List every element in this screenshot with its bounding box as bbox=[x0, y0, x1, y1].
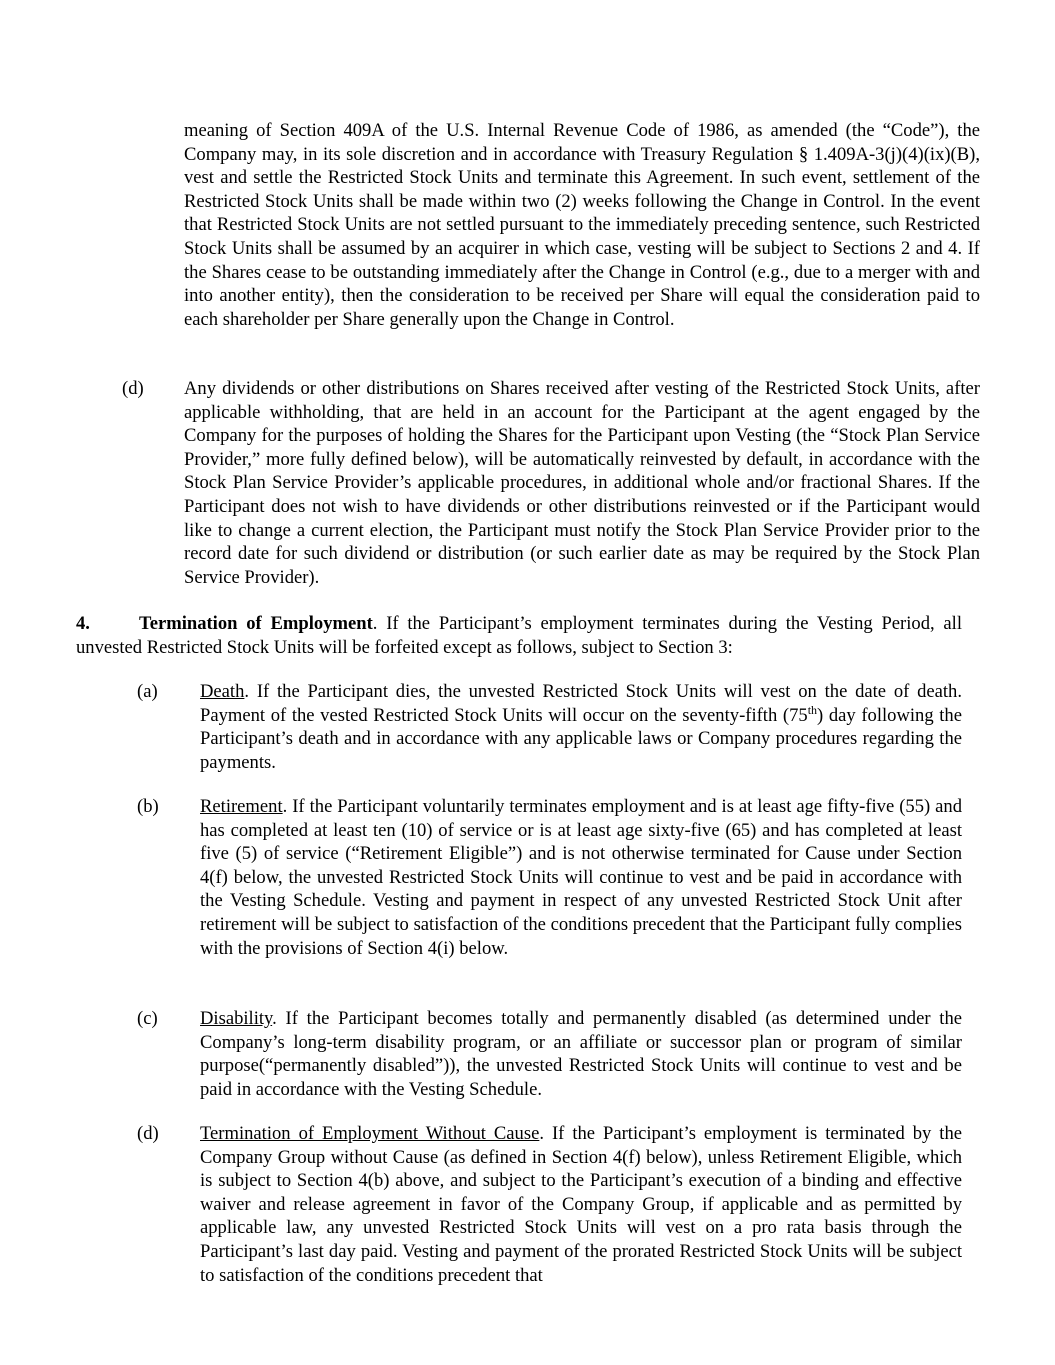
section-intro: . If the Participant’s employment terminates during the Vesting Period, all unvested Restricted Stock Units will be forfeited except as follows, subject to Section 3: bbox=[76, 613, 963, 658]
item-text bbox=[200, 680, 962, 774]
ordinal-superscript: th bbox=[807, 702, 818, 717]
item-label: (a) bbox=[137, 681, 158, 702]
item-body-part1: . If the Participant dies, the unvested Restricted Stock Units will vest on the date of death. Payment of the vested Restricted Stock Units will occur on the seventy-fifth (75 bbox=[200, 681, 962, 726]
item-label: (b) bbox=[137, 796, 159, 817]
item-label: (d) bbox=[137, 1123, 159, 1144]
item-label: (c) bbox=[137, 1008, 158, 1029]
item-body-part2: ) day following the Participant’s death and in accordance with any applicable laws or Company procedures regarding the payments. bbox=[200, 704, 962, 773]
section-title: Termination of Employment bbox=[139, 613, 373, 634]
item-label: (d) bbox=[122, 378, 144, 399]
section4-item-a bbox=[137, 680, 962, 774]
item-text: Any dividends or other distributions on Shares received after vesting of the Restricted Stock Units, after applicable withholding, that are held in an account for the Participant at the agent engaged by the Company for the purposes of holding the Shares for the Participant upon Vesting (the “Stock Plan Service Provider,” more fully defined below), will be automatically reinvested by default, in accordance with the Stock Plan Service Provider’s applicable procedures, in additional whole and/or fractional Shares. If the Participant does not wish to have dividends or other distributions reinvested or if the Participant would like to change a current election, the Participant must notify the Stock Plan Service Provider prior to the record date for such dividend or distribution (or such earlier date as may be required by the Stock Plan Service Provider). bbox=[184, 378, 980, 588]
section-number: 4. bbox=[76, 613, 90, 634]
item-heading: Termination of Employment Without Cause bbox=[200, 1123, 540, 1144]
item-heading: Disability bbox=[200, 1008, 273, 1029]
item-text bbox=[200, 795, 962, 960]
item-text bbox=[200, 1122, 962, 1287]
section4-item-d bbox=[137, 1122, 962, 1287]
item-heading: Retirement bbox=[200, 796, 283, 817]
section4-item-c bbox=[137, 1007, 962, 1101]
section4-heading-paragraph bbox=[76, 612, 962, 659]
section3-item-d bbox=[122, 377, 980, 589]
item-body: . If the Participant becomes totally and permanently disabled (as determined under the Company’s long-term disability program, or an affiliate or successor plan or program of similar purpose(“permanently disabled”)), the unvested Restricted Stock Units will continue to vest and be paid in accordance with the Vesting Schedule. bbox=[200, 1008, 962, 1100]
item-text bbox=[200, 1007, 962, 1101]
section3-c-continuation: meaning of Section 409A of the U.S. Internal Revenue Code of 1986, as amended (the “Code”), the Company may, in its sole discretion and in accordance with Treasury Regulation § 1.409A-3(j)(4)(ix)(B), vest and settle the Restricted Stock Units and terminate this Agreement. In such event, settlement of the Restricted Stock Units shall be made within two (2) weeks following the Change in Control. In the event that Restricted Stock Units are not settled pursuant to the immediately preceding sentence, such Restricted Stock Units shall be assumed by an acquirer in which case, vesting will be subject to Sections 2 and 4. If the Shares cease to be outstanding immediately after the Change in Control (e.g., due to a merger with and into another entity), then the consideration to be received per Share will equal the consideration paid to each shareholder per Share generally upon the Change in Control. bbox=[184, 120, 980, 330]
item-body: . If the Participant voluntarily terminates employment and is at least age fifty-five (55) and has completed at least ten (10) of service or is at least age sixty-five (65) and has completed at least five (5) of service (“Retirement Eligible”) and is not otherwise terminated for Cause under Section 4(f) below, the unvested Restricted Stock Units will continue to vest and be paid in accordance with the Vesting Schedule. Vesting and payment in respect of any unvested Restricted Stock Unit after retirement will be subject to satisfaction of the conditions precedent that the Participant fully complies with the provisions of Section 4(i) below. bbox=[200, 796, 962, 959]
item-body: . If the Participant’s employment is terminated by the Company Group without Cause (as defined in Section 4(f) below), unless Retirement Eligible, which is subject to Section 4(b) above, and subject to the Participant’s execution of a binding and effective waiver and release agreement in favor of the Company Group, if applicable and as permitted by applicable law, any unvested Restricted Stock Units will vest on a pro rata basis through the Participant’s last day paid. Vesting and payment of the prorated Restricted Stock Units will be subject to satisfaction of the conditions precedent that bbox=[200, 1123, 962, 1286]
section4-item-b bbox=[137, 795, 962, 960]
item-heading: Death bbox=[200, 681, 245, 702]
